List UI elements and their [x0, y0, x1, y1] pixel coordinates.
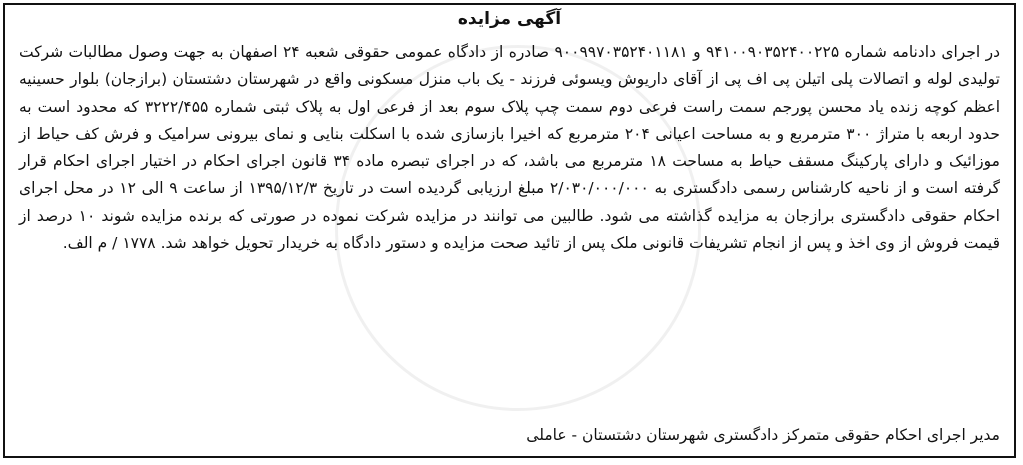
notice-body: در اجرای دادنامه شماره ۹۴۱۰۰۹۰۳۵۲۴۰۰۲۲۵ و ۹۰۰۹۹۷۰۳۵۲۴۰۱۱۸۱ صادره از دادگاه عمومی حقوقی شعبه ۲۴ اصفهان به جهت وصول مطالبات شرکت تولیدی لوله و اتصالات پلی اتیلن پی اف پی از آقای داریوش ویسوئی فرزند - یک باب منزل مسکونی واقع در شهرستان دشتستان (برازجان) بلوار حسینیه اعظم کوچه زنده یاد محسن پورجم سمت راست فرعی دوم سمت چپ پلاک سوم بعد از فرعی اول به پلاک ثبتی شماره ۳۲۲۲/۴۵۵ که محدود است به حدود اربعه با متراژ ۳۰۰ مترمربع و به مساحت اعیانی ۲۰۴ مترمربع که اخیرا بازسازی شده با اسکلت بنایی و نمای بیرونی سرامیک و فرش کف حیاط از موزائیک و دارای پارکینگ مسقف حیاط به مساحت ۱۸ مترمربع می باشد، که در اجرای تبصره ماده ۳۴ قانون اجرای احکام در اختیار اجرای احکام قرار گرفته است و از ناحیه کارشناس رسمی دادگستری به ۲/۰۳۰/۰۰۰/۰۰۰ مبلغ ارزیابی گردیده است در تاریخ ۱۳۹۵/۱۲/۳ از ساعت ۹ الی ۱۲ در محل اجرای احکام حقوقی دادگستری برازجان به مزایده گذاشته می شود. طالبین می توانند در مزایده شرکت نموده در صورتی که برنده مزایده شوند ۱۰ درصد از قیمت فروش از وی اخذ و پس از انجام تشریفات قانونی ملک پس از تائید صحت مزایده و دستور دادگاه به خریدار تحویل خواهد شد. ۱۷۷۸ / م الف. — [19, 43, 1001, 253]
notice-signature: مدیر اجرای احکام حقوقی متمرکز دادگستری شهرستان دشتستان - عاملی — [526, 426, 1000, 444]
notice-title: آگهی مزایده — [457, 9, 562, 29]
auction-notice — [3, 3, 1016, 458]
